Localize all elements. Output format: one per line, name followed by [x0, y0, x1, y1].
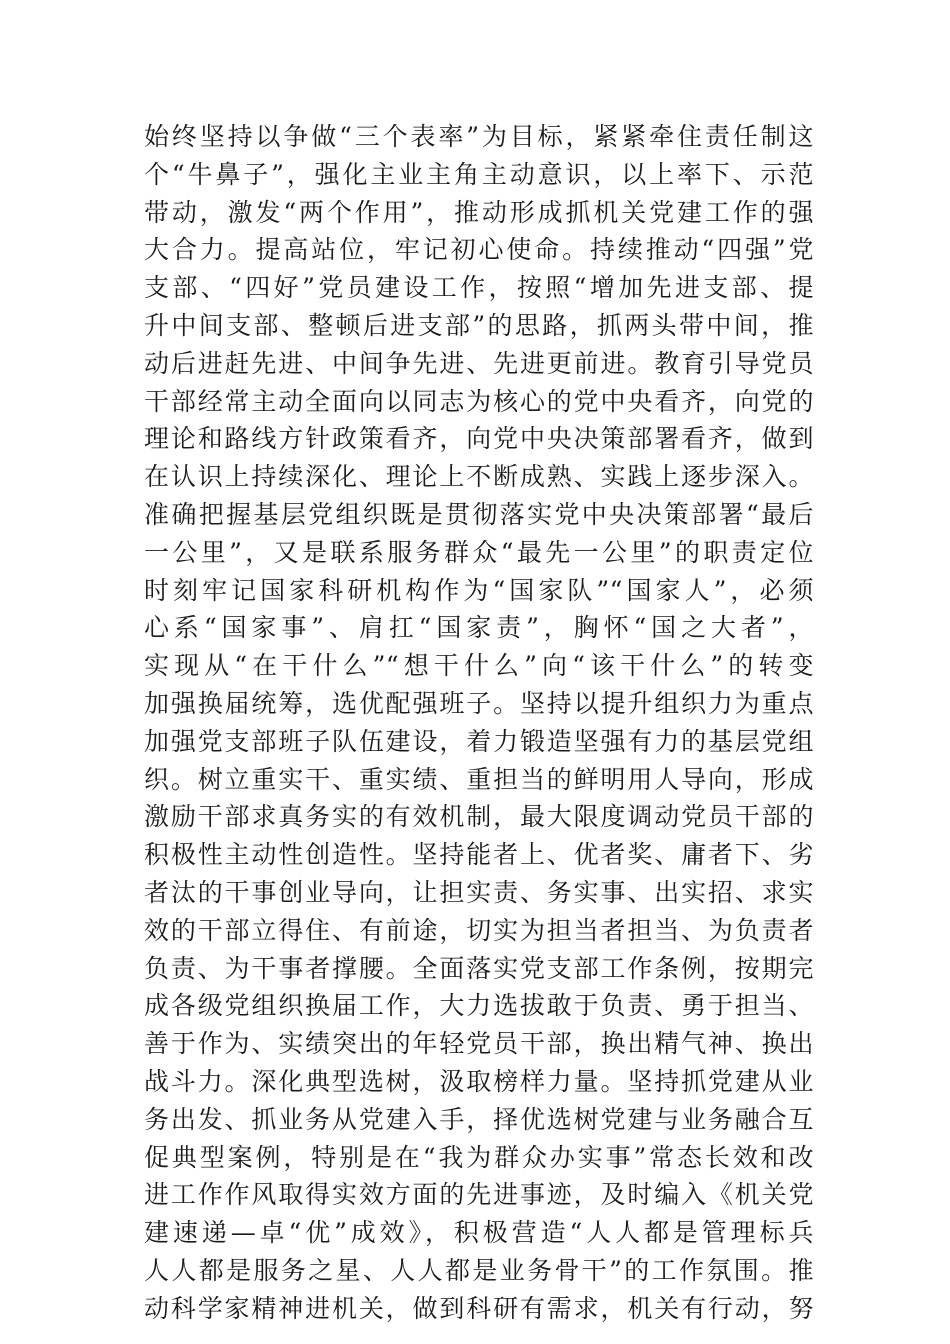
text-line: 动科学家精神进机关，做到科研有需求，机关有行动，努	[144, 1293, 814, 1323]
text-line: 大合力。提高站位，牢记初心使命。持续推动“四强”党	[144, 235, 814, 265]
text-line: 动后进赶先进、中间争先进、先进更前进。教育引导党员	[144, 348, 814, 378]
text-line: 负责、为干事者撑腰。全面落实党支部工作条例，按期完	[144, 953, 814, 983]
text-line: 始终坚持以争做“三个表率”为目标，紧紧牵住责任制这	[144, 122, 814, 151]
text-line: 理论和路线方针政策看齐，向党中央决策部署看齐，做到	[144, 424, 814, 454]
text-line: 织。树立重实干、重实绩、重担当的鲜明用人导向，形成	[144, 764, 814, 794]
text-line: 者汰的干事创业导向，让担实责、务实事、出实招、求实	[144, 877, 814, 907]
body-text	[144, 118, 814, 1328]
text-line: 一公里”，又是联系服务群众“最先一公里”的职责定位	[144, 537, 814, 567]
text-line: 干部经常主动全面向以同志为核心的党中央看齐，向党的	[144, 386, 814, 416]
text-line: 成各级党组织换届工作，大力选拔敢于负责、勇于担当、	[144, 991, 814, 1021]
text-line: 个“牛鼻子”，强化主业主角主动意识，以上率下、示范	[144, 159, 814, 189]
text-line: 务出发、抓业务从党建入手，择优选树党建与业务融合互	[144, 1104, 814, 1134]
text-line: 支部、“四好”党员建设工作，按照“增加先进支部、提	[144, 273, 814, 303]
text-line: 效的干部立得住、有前途，切实为担当者担当、为负责者	[144, 915, 814, 945]
text-line: 加强党支部班子队伍建设，着力锻造坚强有力的基层党组	[144, 726, 814, 756]
text-line: 积极性主动性创造性。坚持能者上、优者奖、庸者下、劣	[144, 840, 814, 870]
text-line: 促典型案例，特别是在“我为群众办实事”常态长效和改	[144, 1142, 814, 1172]
text-line: 人人都是服务之星、人人都是业务骨干”的工作氛围。推	[144, 1255, 814, 1285]
text-line: 建速递—卓“优”成效》，积极营造“人人都是管理标兵	[144, 1218, 814, 1248]
text-line: 加强换届统筹，选优配强班子。坚持以提升组织力为重点	[144, 688, 814, 718]
text-line: 善于作为、实绩突出的年轻党员干部，换出精气神、换出	[144, 1029, 814, 1059]
text-line: 时刻牢记国家科研机构作为“国家队”“国家人”，必须	[144, 575, 814, 605]
text-line: 激励干部求真务实的有效机制，最大限度调动党员干部的	[144, 802, 814, 832]
text-line: 在认识上持续深化、理论上不断成熟、实践上逐步深入。	[144, 462, 814, 492]
text-line: 心系“国家事”、肩扛“国家责”，胸怀“国之大者”，	[144, 613, 814, 643]
text-line: 带动，激发“两个作用”，推动形成抓机关党建工作的强	[144, 197, 814, 227]
text-line: 准确把握基层党组织既是贯彻落实党中央决策部署“最后	[144, 499, 814, 529]
text-line: 升中间支部、整顿后进支部”的思路，抓两头带中间，推	[144, 310, 814, 340]
text-line: 实现从“在干什么”“想干什么”向“该干什么”的转变	[144, 651, 814, 681]
text-line: 进工作作风取得实效方面的先进事迹，及时编入《机关党	[144, 1180, 814, 1210]
text-line: 战斗力。深化典型选树，汲取榜样力量。坚持抓党建从业	[144, 1066, 814, 1096]
